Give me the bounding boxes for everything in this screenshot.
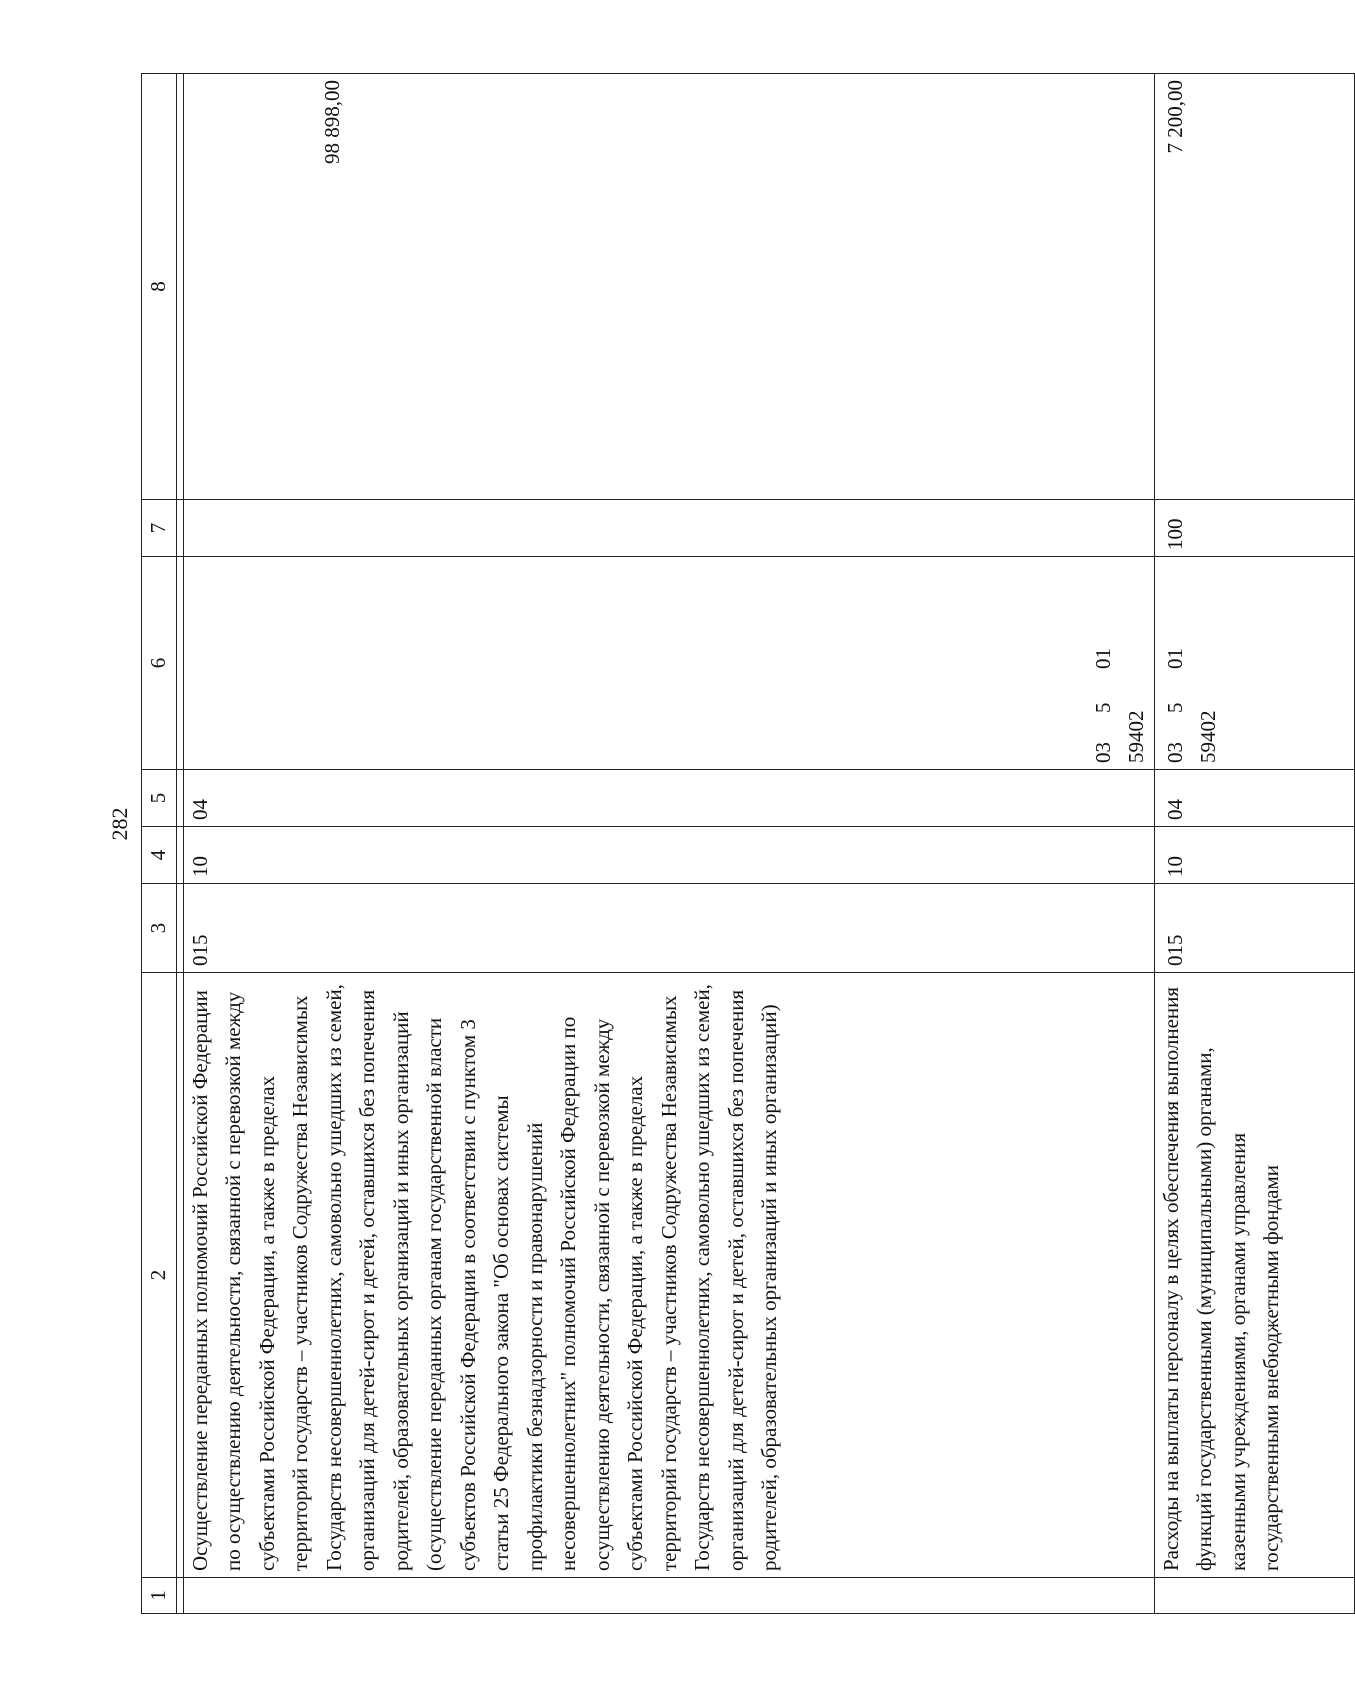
header-cell: 2 [142, 973, 177, 1578]
target-article-part: 01 [1090, 648, 1115, 669]
header-cell: 6 [142, 557, 177, 770]
header-cell: 1 [142, 1578, 177, 1614]
document-page [107, 74, 1283, 1614]
target-article-part: 03 [1162, 742, 1187, 763]
target-article-cell [183, 557, 1154, 770]
table-row [183, 74, 1154, 1614]
ministry-code-cell: 015 [183, 884, 1154, 973]
description-cell: Осуществление переданных полномочий Российской Федерации по осуществлению деятельности, связанной с перевозкой между субъектами Российской Федерации, а также в пределах территорий государств – участников Содружества Независимых Государств несовершеннолетних, самовольно ушедших из семей, организаций для детей-сирот и детей, оставшихся без попечения родителей, образовательных организаций и иных организаций (осуществление переданных органам государственной власти субъектов Российской Федерации в соответствии с пунктом 3 статьи 25 Федерального закона "Об основах системы профилактики безнадзорности и правонарушений несовершеннолетних" полномочий Российской Федерации по осуществлению деятельности, связанной с перевозкой между субъектами Российской Федерации, а также в пределах территорий государств – участников Содружества Независимых Государств несовершеннолетних, самовольно ушедших из семей, организаций для детей-сирот и детей, оставшихся без попечения родителей, образовательных организаций и иных организаций) [183, 973, 1154, 1578]
target-article-part: 01 [1162, 648, 1187, 669]
expense-type-cell: 100 [1154, 500, 1354, 557]
description-cell: Расходы на выплаты персоналу в целях обеспечения выполнения функций государственными (муниципальными) органами, казенными учреждениями, органами управления государственными внебюджетными фондами [1154, 973, 1354, 1578]
target-article-part: 59402 [1196, 710, 1220, 763]
amount-cell: 98 898,00 [183, 74, 1154, 500]
target-article-part: 5 [1162, 702, 1187, 713]
header-cell: 4 [142, 827, 177, 884]
table-row [1154, 74, 1354, 1614]
budget-table [141, 73, 1355, 1614]
header-cell: 5 [142, 770, 177, 827]
section-code-cell: 10 [183, 827, 1154, 884]
row-number-cell [1154, 1578, 1354, 1614]
target-article-part: 59402 [1124, 710, 1148, 763]
target-article-part: 5 [1090, 702, 1115, 713]
page-number: 282 [107, 807, 132, 841]
subsection-code-cell: 04 [1154, 770, 1354, 827]
section-code-cell: 10 [1154, 827, 1354, 884]
amount-cell: 7 200,00 [1154, 74, 1354, 500]
subsection-code-cell: 04 [183, 770, 1154, 827]
expense-type-cell [183, 500, 1154, 557]
row-number-cell [183, 1578, 1154, 1614]
ministry-code-cell: 015 [1154, 884, 1354, 973]
table-spacer-row [176, 74, 183, 1614]
target-article-part: 03 [1090, 742, 1115, 763]
target-article-cell [1154, 557, 1354, 770]
header-cell: 8 [142, 74, 177, 500]
table-header-row [142, 74, 177, 1614]
header-cell: 3 [142, 884, 177, 973]
header-cell: 7 [142, 500, 177, 557]
